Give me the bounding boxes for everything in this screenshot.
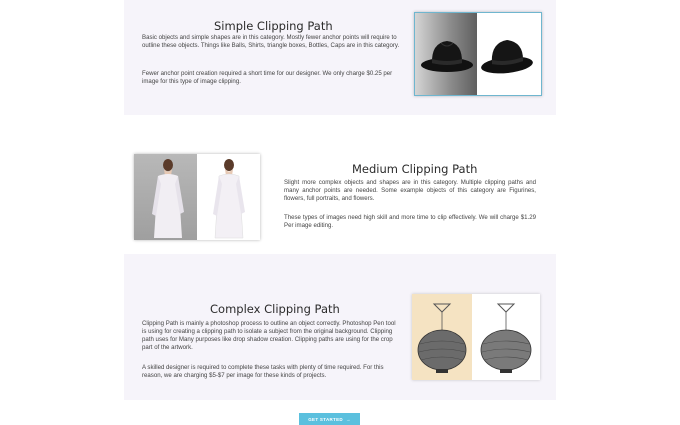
medium-clipping-description: Slight more complex objects and shapes are in this category. Multiple clipping paths and many anchor points are needed. Some example objects of this category are Figurines, flowers, full portraits, and flowers. [284, 179, 536, 202]
medium-clipping-section [124, 138, 556, 253]
lamp-before-after-image [412, 294, 540, 380]
complex-clipping-section [124, 254, 556, 400]
arrow-right-icon: → [345, 416, 351, 422]
medium-clipping-pricing: These types of images need high skill and more time to clip effectively. We will charge $1.29 Per image editing. [284, 214, 536, 229]
model-original-photo [134, 154, 197, 240]
get-started-button[interactable] [299, 413, 360, 425]
simple-clipping-description: Basic objects and simple shapes are in this category. Mostly fewer anchor points will require to outline these objects. Things like Balls, Shirts, triangle boxes, Bottles, Caps are in this category. [142, 34, 400, 49]
hat-original-photo [415, 13, 477, 95]
simple-clipping-pricing: Fewer anchor point creation required a short time for our designer. We only charge $0.25 per image for this type of image clipping. [142, 70, 393, 85]
lamp-original-photo [412, 294, 472, 380]
hat-clipped-photo [477, 13, 541, 95]
get-started-label: GET STARTED [308, 416, 343, 422]
complex-clipping-pricing: A skilled designer is required to complete these tasks with plenty of time required. For this reason, we are charging $5-$7 per image for these kinds of projects. [142, 364, 384, 379]
simple-clipping-title: Simple Clipping Path [214, 18, 333, 33]
complex-clipping-description: Clipping Path is mainly a photoshop process to outline an object correctly. Photoshop Pen tool is using for creating a clipping path to isolate a subject from the original background. Clipping path uses for Many purposes like drop shadow creation. Clipping paths are using for the crop part of the artwork. [142, 320, 396, 351]
lamp-clipped-photo [472, 294, 540, 380]
hat-before-after-image [414, 12, 542, 96]
model-before-after-image [134, 154, 260, 240]
medium-clipping-title: Medium Clipping Path [352, 161, 478, 176]
simple-clipping-section [124, 0, 556, 115]
model-clipped-photo [197, 154, 260, 240]
complex-clipping-title: Complex Clipping Path [210, 301, 340, 316]
